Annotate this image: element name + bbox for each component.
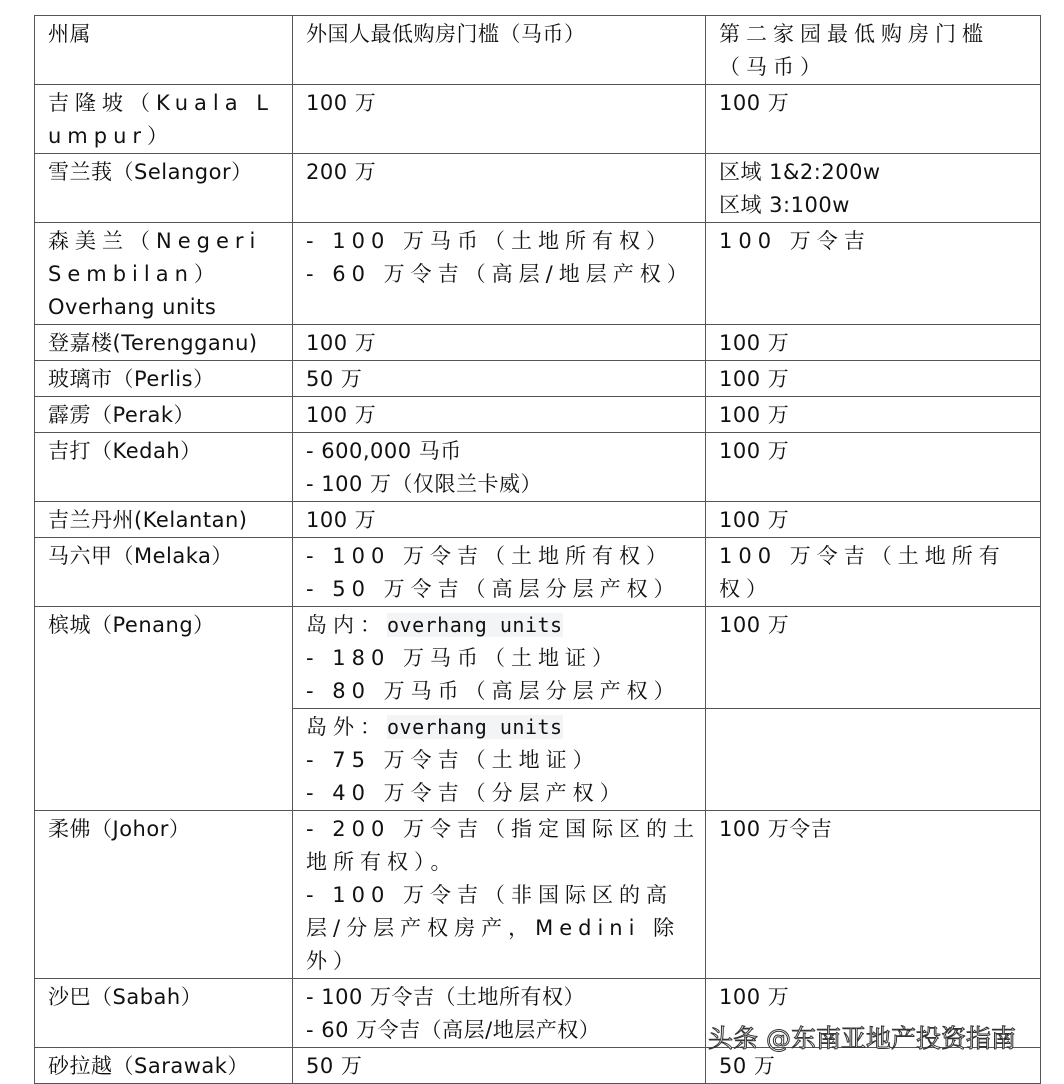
table-row (35, 154, 1041, 223)
sub-label: 岛内： (306, 613, 387, 637)
foreign-cell: 50 万 (293, 361, 706, 397)
mm2h-cell: 100 万令吉 (706, 223, 1041, 325)
sub-label: 岛外： (306, 715, 387, 739)
foreign-cell: 200 万 (293, 154, 706, 223)
mm2h-cell: 100 万令吉（土地所有权） (706, 538, 1041, 607)
table-row (35, 502, 1041, 538)
header-state: 州属 (35, 16, 293, 85)
state-cell: 马六甲（Melaka） (35, 538, 293, 607)
overhang-tag: overhang units (387, 613, 563, 637)
state-cell: 雪兰莪（Selangor） (35, 154, 293, 223)
table-row (35, 433, 1041, 502)
foreign-cell: - 200 万令吉（指定国际区的土地所有权）。 - 100 万令吉（非国际区的高层/分层产权房产，Medini 除外） (293, 811, 706, 979)
state-cell: 霹雳（Perak） (35, 397, 293, 433)
mm2h-cell: 100 万 (706, 502, 1041, 538)
state-cell: 吉打（Kedah） (35, 433, 293, 502)
table-row (35, 538, 1041, 607)
foreign-cell: 50 万 (293, 1048, 706, 1084)
foreign-cell: 100 万 (293, 502, 706, 538)
foreign-cell: 100 万 (293, 85, 706, 154)
state-cell: 沙巴（Sabah） (35, 979, 293, 1048)
table-row (35, 607, 1041, 709)
state-cell: 森美兰（Negeri Sembilan） Overhang units (35, 223, 293, 325)
table-row (35, 325, 1041, 361)
foreign-cell: - 600,000 马币 - 100 万（仅限兰卡威） (293, 433, 706, 502)
mm2h-cell (706, 709, 1041, 811)
overhang-tag: overhang units (387, 715, 563, 739)
state-cell: 柔佛（Johor） (35, 811, 293, 979)
state-cell: 槟城（Penang） (35, 607, 293, 811)
table-row (35, 361, 1041, 397)
state-cell: 吉兰丹州(Kelantan) (35, 502, 293, 538)
state-cell: 砂拉越（Sarawak） (35, 1048, 293, 1084)
table-row (35, 223, 1041, 325)
mm2h-cell: 100 万 (706, 361, 1041, 397)
foreign-cell: 100 万 (293, 397, 706, 433)
table-row (35, 397, 1041, 433)
header-foreign-threshold: 外国人最低购房门槛（马币） (293, 16, 706, 85)
mm2h-cell: 100 万 (706, 979, 1041, 1048)
mm2h-cell: 区域 1&2:200w 区域 3:100w (706, 154, 1041, 223)
state-cell: 登嘉楼(Terengganu) (35, 325, 293, 361)
header-row (35, 16, 1041, 85)
threshold-table (34, 15, 1041, 1084)
mm2h-cell: 100 万 (706, 607, 1041, 709)
foreign-cell-penang-mainland: 岛外：overhang units - 75 万令吉（土地证） - 40 万令吉（分层产权） (293, 709, 706, 811)
mm2h-cell: 100 万令吉 (706, 811, 1041, 979)
mm2h-cell: 100 万 (706, 85, 1041, 154)
header-mm2h-threshold: 第二家园最低购房门槛（马币） (706, 16, 1041, 85)
foreign-cell: - 100 万马币（土地所有权） - 60 万令吉（高层/地层产权） (293, 223, 706, 325)
mm2h-cell: 100 万 (706, 397, 1041, 433)
watermark-text: 头条 @东南亚地产投资指南 (708, 1024, 1016, 1053)
mm2h-cell: 50 万 (706, 1048, 1041, 1084)
foreign-cell: - 100 万令吉（土地所有权） - 60 万令吉（高层/地层产权） (293, 979, 706, 1048)
mm2h-cell: 100 万 (706, 325, 1041, 361)
foreign-cell: 100 万 (293, 325, 706, 361)
foreign-cell-penang-island: 岛内：overhang units - 180 万马币（土地证） - 80 万马币（高层分层产权） (293, 607, 706, 709)
mm2h-cell: 100 万 (706, 433, 1041, 502)
state-cell: 吉隆坡（Kuala Lumpur） (35, 85, 293, 154)
table-row (35, 811, 1041, 979)
foreign-cell: - 100 万令吉（土地所有权） - 50 万令吉（高层分层产权） (293, 538, 706, 607)
table-row (35, 85, 1041, 154)
state-cell: 玻璃市（Perlis） (35, 361, 293, 397)
